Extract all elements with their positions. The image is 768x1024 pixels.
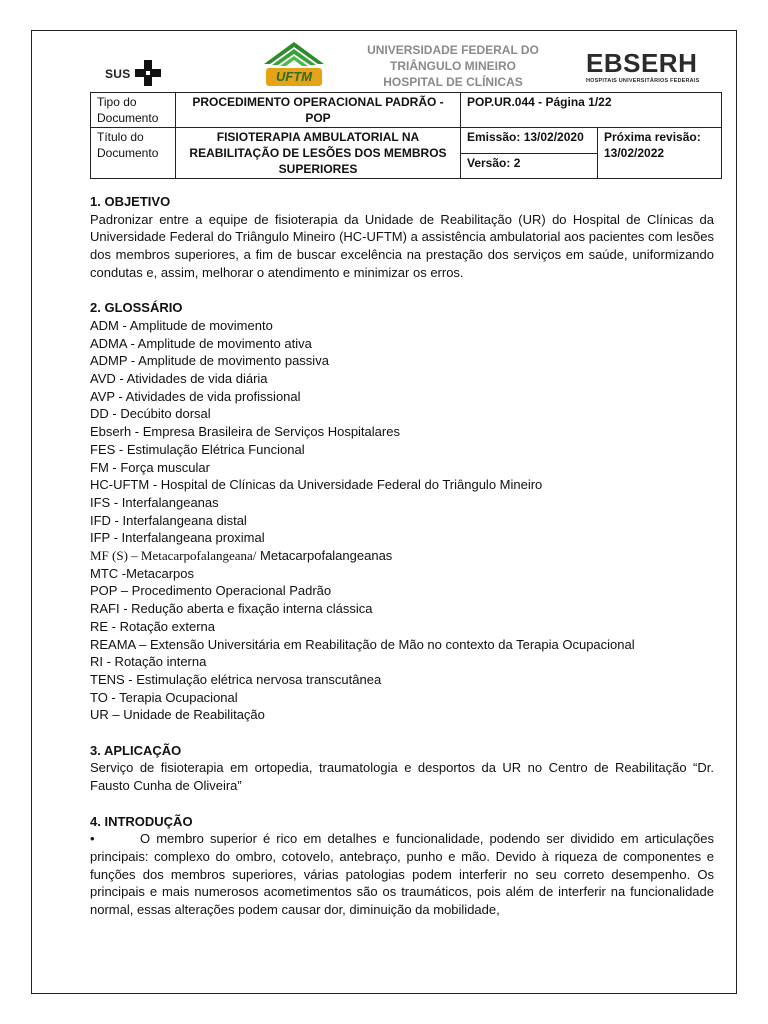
- glossary-item: TO - Terapia Ocupacional: [90, 689, 238, 705]
- glossary-item: FES - Estimulação Elétrica Funcional: [90, 441, 305, 457]
- institution-name: [340, 42, 566, 90]
- glossary-mf-serif: MF (S) – Metacarpofalangeana/: [90, 548, 257, 564]
- version: Versão: 2: [461, 154, 598, 179]
- section-title-objetivo: 1. OBJETIVO: [90, 194, 171, 209]
- emission-date: Emissão: 13/02/2020: [461, 128, 598, 154]
- introducao-text: O membro superior é rico em detalhes e funcionalidade, podendo ser dividido em articulações principais: complexo do ombro, cotovelo, antebraço, punho e mão. Devido à riqueza de componentes e funções dos membros superiores, várias patologias podem interferir no seu correto desempenho. Os principais e mais numerosos acometimentos são os traumáticos, pois além de interferir na funcionalidade normal, essas alterações podem causar dor, diminuição da mobilidade,: [90, 831, 714, 918]
- glossary-item: Ebserh - Empresa Brasileira de Serviços Hospitalares: [90, 424, 400, 440]
- next-review-date: 13/02/2022: [604, 146, 665, 160]
- glossary-item: HC-UFTM - Hospital de Clínicas da Universidade Federal do Triângulo Mineiro: [90, 477, 543, 493]
- type-label: Tipo do Documento: [91, 93, 176, 128]
- glossary-item-mf: [90, 547, 714, 565]
- uftm-roof-icon: [264, 42, 324, 68]
- glossary-list: [90, 317, 714, 724]
- next-review: [598, 128, 722, 179]
- glossary-item: TENS - Estimulação elétrica nervosa transcutânea: [90, 671, 382, 687]
- glossary-item: IFD - Interfalangeana distal: [90, 512, 247, 528]
- glossary-item: ADM - Amplitude de movimento: [90, 317, 273, 333]
- next-review-label: Próxima revisão:: [604, 130, 701, 144]
- title-value: FISIOTERAPIA AMBULATORIAL NA REABILITAÇÃO DE LESÕES DOS MEMBROS SUPERIORES: [176, 128, 461, 179]
- ebserh-subtitle: HOSPITAIS UNIVERSITÁRIOS FEDERAIS: [586, 78, 700, 84]
- glossary-item: AVD - Atividades de vida diária: [90, 371, 268, 387]
- glossary-item: IFS - Interfalangeanas: [90, 494, 219, 510]
- document-body: [90, 193, 714, 919]
- glossary-item: UR – Unidade de Reabilitação: [90, 707, 265, 723]
- sus-logo: [105, 58, 165, 90]
- title-label: Título do Documento: [91, 128, 176, 179]
- glossary-item: ADMA - Amplitude de movimento ativa: [90, 335, 312, 351]
- uftm-logo: [262, 42, 326, 88]
- sus-label: SUS: [105, 67, 131, 81]
- aplicacao-text: Serviço de fisioterapia em ortopedia, traumatologia e desportos da UR no Centro de Reabilitação “Dr. Fausto Cunha de Oliveira”: [90, 760, 714, 794]
- glossary-item: RAFI - Redução aberta e fixação interna clássica: [90, 601, 373, 617]
- section-title-glossario: 2. GLOSSÁRIO: [90, 300, 183, 316]
- document-info-table: [90, 92, 722, 179]
- glossary-mf-rest: Metacarpofalangeanas: [256, 548, 393, 564]
- objetivo-text: Padronizar entre a equipe de fisioterapia da Unidade de Reabilitação (UR) do Hospital de Clínicas da Universidade Federal do Triângulo Mineiro (HC-UFTM) a assistência ambulatorial aos pacientes com lesões dos membros superiores, a fim de buscar excelência na prestação dos serviços em saúde, uniformizando condutas e, assim, melhorar o atendimento e minimizar os erros.: [90, 211, 714, 280]
- glossary-item: ADMP - Amplitude de movimento passiva: [90, 353, 329, 369]
- institution-line: UNIVERSIDADE FEDERAL DO: [367, 43, 539, 57]
- institution-line: TRIÂNGULO MINEIRO: [390, 59, 516, 73]
- glossary-item: REAMA – Extensão Universitária em Reabilitação de Mão no contexto da Terapia Ocupacional: [90, 636, 635, 652]
- glossary-item: MTC -Metacarpos: [90, 565, 195, 581]
- section-title-aplicacao: 3. APLICAÇÃO: [90, 742, 182, 758]
- uftm-label: UFTM: [266, 68, 322, 86]
- section-title-introducao: 4. INTRODUÇÃO: [90, 813, 193, 829]
- sus-cross-icon: [135, 60, 161, 86]
- introducao-paragraph: [90, 830, 714, 919]
- glossary-item: IFP - Interfalangeana proximal: [90, 530, 265, 546]
- bullet-icon: •: [90, 831, 95, 847]
- glossary-item: FM - Força muscular: [90, 459, 210, 475]
- document-code: POP.UR.044 - Página 1/22: [461, 93, 722, 128]
- type-value: PROCEDIMENTO OPERACIONAL PADRÃO -POP: [176, 93, 461, 128]
- glossary-item: RI - Rotação interna: [90, 654, 207, 670]
- glossary-item: AVP - Atividades de vida profissional: [90, 388, 301, 404]
- ebserh-logo: [586, 50, 718, 86]
- glossary-item: POP – Procedimento Operacional Padrão: [90, 583, 332, 599]
- institution-line: HOSPITAL DE CLÍNICAS: [383, 75, 523, 89]
- glossary-item: DD - Decúbito dorsal: [90, 406, 211, 422]
- ebserh-name: EBSERH: [586, 48, 698, 78]
- glossary-item: RE - Rotação externa: [90, 618, 216, 634]
